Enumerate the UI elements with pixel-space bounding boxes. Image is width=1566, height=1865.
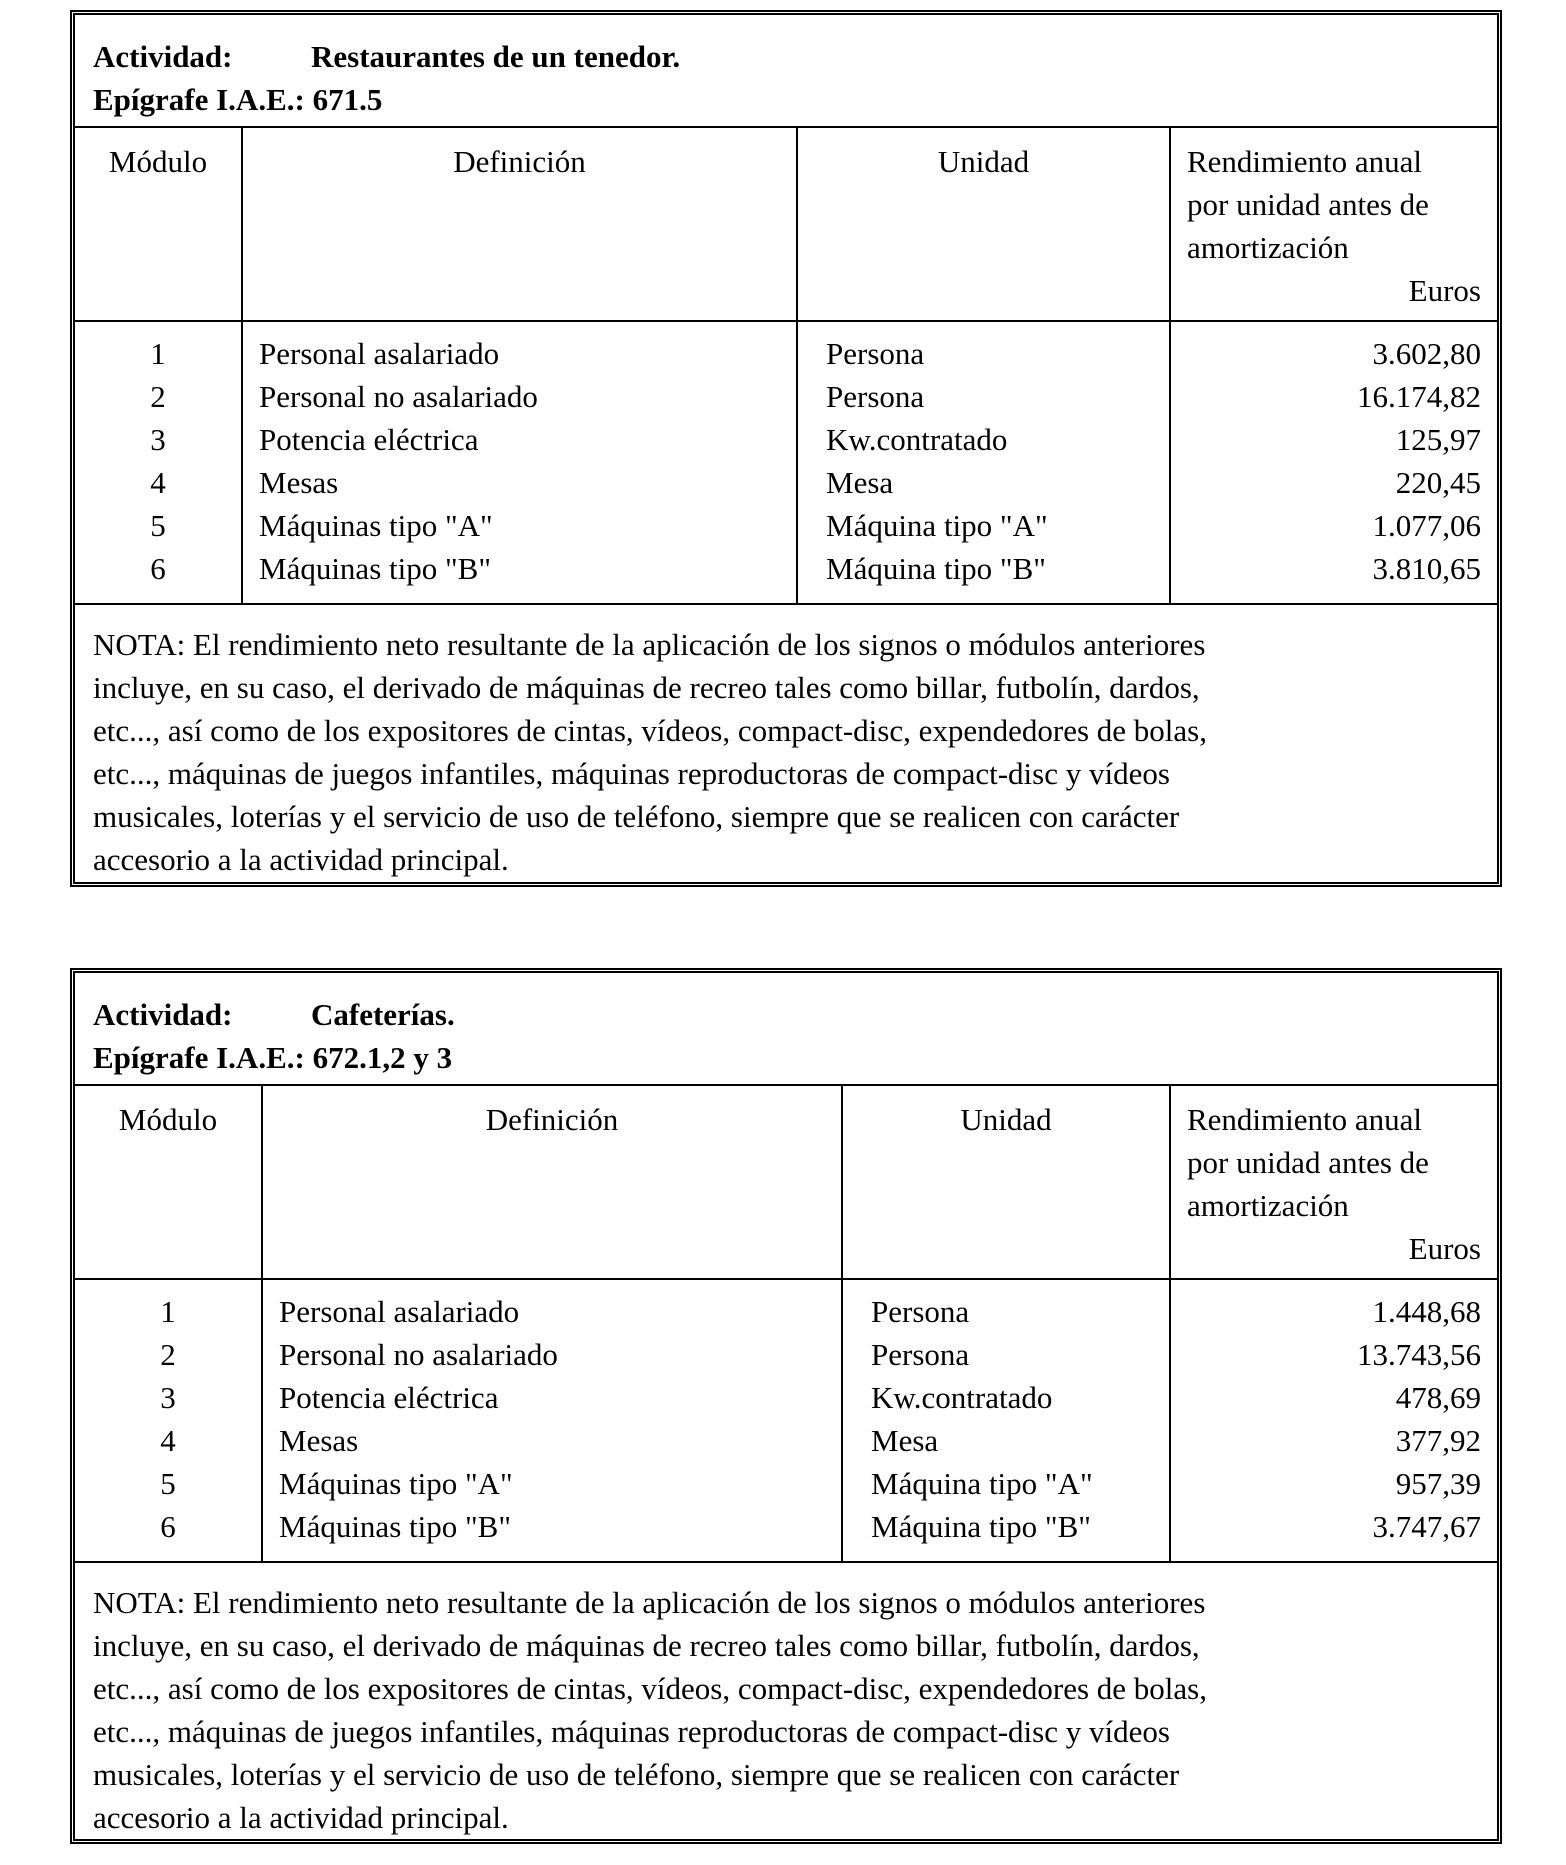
table-row bbox=[75, 375, 1497, 418]
note-line: accesorio a la actividad principal. bbox=[93, 842, 509, 877]
table-body bbox=[75, 1280, 1497, 1561]
cell-definition: Máquinas tipo "A" bbox=[279, 1466, 513, 1501]
cell-module: 2 bbox=[150, 379, 166, 414]
table-row bbox=[75, 1419, 1497, 1462]
cell-module: 2 bbox=[160, 1337, 176, 1372]
cell-definition: Personal asalariado bbox=[279, 1294, 520, 1329]
table-row bbox=[75, 1505, 1497, 1548]
activity-table-restaurantes bbox=[70, 10, 1502, 887]
epigraph: Epígrafe I.A.E.: 671.5 bbox=[93, 82, 383, 117]
note-line: incluye, en su caso, el derivado de máquinas de recreo tales como billar, futbolín, dardos, bbox=[93, 670, 1200, 705]
header-performance-line: por unidad antes de bbox=[1187, 1145, 1429, 1180]
note-line: etc..., máquinas de juegos infantiles, máquinas reproductoras de compact-disc y vídeos bbox=[93, 1714, 1170, 1749]
note-paragraph bbox=[75, 1561, 1497, 1839]
cell-unit: Máquina tipo "A" bbox=[826, 508, 1048, 543]
cell-value: 957,39 bbox=[1395, 1466, 1481, 1501]
cell-definition: Personal no asalariado bbox=[259, 379, 538, 414]
cell-unit: Persona bbox=[871, 1294, 970, 1329]
cell-value: 478,69 bbox=[1395, 1380, 1481, 1415]
cell-unit: Persona bbox=[871, 1337, 970, 1372]
cell-definition: Potencia eléctrica bbox=[259, 422, 479, 457]
cell-value: 1.077,06 bbox=[1372, 508, 1481, 543]
note-line: etc..., así como de los expositores de cintas, vídeos, compact-disc, expendedores de bolas, bbox=[93, 713, 1207, 748]
cell-definition: Máquinas tipo "B" bbox=[259, 551, 491, 586]
table-row bbox=[75, 1290, 1497, 1333]
header-row bbox=[75, 1086, 1497, 1280]
note-line: etc..., así como de los expositores de cintas, vídeos, compact-disc, expendedores de bolas, bbox=[93, 1671, 1207, 1706]
header-unit: Unidad bbox=[960, 1102, 1052, 1137]
header-performance-line: Rendimiento anual bbox=[1187, 1102, 1423, 1137]
activity-name: Restaurantes de un tenedor. bbox=[311, 39, 681, 74]
header-unit: Unidad bbox=[937, 144, 1030, 179]
modules-grid bbox=[75, 1086, 1497, 1561]
cell-module: 3 bbox=[150, 422, 166, 457]
header-definition: Definición bbox=[485, 1102, 619, 1137]
cell-unit: Persona bbox=[826, 379, 925, 414]
cell-module: 6 bbox=[160, 1509, 176, 1544]
cell-definition: Personal no asalariado bbox=[279, 1337, 558, 1372]
header-module: Módulo bbox=[108, 144, 208, 179]
header-performance-line: por unidad antes de bbox=[1187, 187, 1429, 222]
cell-module: 4 bbox=[160, 1423, 176, 1458]
cell-definition: Mesas bbox=[279, 1423, 359, 1458]
modules-grid bbox=[75, 128, 1497, 603]
header-performance-line: amortización bbox=[1187, 1188, 1349, 1223]
cell-definition: Mesas bbox=[259, 465, 339, 500]
table-row bbox=[75, 1376, 1497, 1419]
cell-value: 377,92 bbox=[1395, 1423, 1481, 1458]
cell-value: 3.810,65 bbox=[1372, 551, 1481, 586]
note-paragraph bbox=[75, 603, 1497, 882]
cell-value: 3.747,67 bbox=[1372, 1509, 1481, 1544]
cell-module: 1 bbox=[160, 1294, 176, 1329]
header-module: Módulo bbox=[118, 1102, 218, 1137]
cell-definition: Potencia eléctrica bbox=[279, 1380, 499, 1415]
note-line: NOTA: El rendimiento neto resultante de la aplicación de los signos o módulos anteriores bbox=[93, 1585, 1206, 1620]
activity-header bbox=[75, 973, 1497, 1086]
table-row bbox=[75, 547, 1497, 590]
note-line: musicales, loterías y el servicio de uso de teléfono, siempre que se realicen con carácter bbox=[93, 1757, 1180, 1792]
cell-value: 13.743,56 bbox=[1357, 1337, 1481, 1372]
cell-value: 125,97 bbox=[1395, 422, 1481, 457]
cell-value: 3.602,80 bbox=[1372, 336, 1481, 371]
table-row bbox=[75, 418, 1497, 461]
activity-header bbox=[75, 15, 1497, 128]
cell-unit: Mesa bbox=[826, 465, 894, 500]
cell-definition: Personal asalariado bbox=[259, 336, 500, 371]
cell-value: 1.448,68 bbox=[1372, 1294, 1481, 1329]
cell-module: 5 bbox=[160, 1466, 176, 1501]
epigraph: Epígrafe I.A.E.: 672.1,2 y 3 bbox=[93, 1040, 453, 1075]
cell-value: 16.174,82 bbox=[1357, 379, 1481, 414]
cell-definition: Máquinas tipo "B" bbox=[279, 1509, 511, 1544]
cell-module: 6 bbox=[150, 551, 166, 586]
activity-label: Actividad: bbox=[93, 997, 233, 1032]
activity-label: Actividad: bbox=[93, 39, 233, 74]
header-performance-line: amortización bbox=[1187, 230, 1349, 265]
cell-module: 1 bbox=[150, 336, 166, 371]
cell-module: 3 bbox=[160, 1380, 176, 1415]
header-row bbox=[75, 128, 1497, 322]
note-line: accesorio a la actividad principal. bbox=[93, 1800, 509, 1835]
note-line: incluye, en su caso, el derivado de máquinas de recreo tales como billar, futbolín, dardos, bbox=[93, 1628, 1200, 1663]
header-definition: Definición bbox=[453, 144, 586, 179]
cell-value: 220,45 bbox=[1395, 465, 1481, 500]
table-row bbox=[75, 332, 1497, 375]
activity-table-cafeterias bbox=[70, 968, 1502, 1844]
header-performance-line: Rendimiento anual bbox=[1187, 144, 1423, 179]
activity-name: Cafeterías. bbox=[311, 997, 455, 1032]
table-row bbox=[75, 461, 1497, 504]
note-line: musicales, loterías y el servicio de uso de teléfono, siempre que se realicen con carácter bbox=[93, 799, 1180, 834]
note-line: NOTA: El rendimiento neto resultante de la aplicación de los signos o módulos anteriores bbox=[93, 627, 1206, 662]
cell-unit: Kw.contratado bbox=[871, 1380, 1053, 1415]
note-line: etc..., máquinas de juegos infantiles, máquinas reproductoras de compact-disc y vídeos bbox=[93, 756, 1170, 791]
cell-unit: Kw.contratado bbox=[826, 422, 1008, 457]
activity-line bbox=[93, 993, 1497, 1036]
table-row bbox=[75, 504, 1497, 547]
cell-unit: Máquina tipo "A" bbox=[871, 1466, 1093, 1501]
header-performance bbox=[1187, 1098, 1481, 1270]
header-currency: Euros bbox=[1408, 1231, 1481, 1266]
cell-definition: Máquinas tipo "A" bbox=[259, 508, 493, 543]
cell-module: 4 bbox=[150, 465, 166, 500]
cell-unit: Máquina tipo "B" bbox=[871, 1509, 1091, 1544]
header-currency: Euros bbox=[1408, 273, 1481, 308]
table-row bbox=[75, 1462, 1497, 1505]
table-row bbox=[75, 1333, 1497, 1376]
header-performance bbox=[1187, 140, 1481, 312]
activity-line bbox=[93, 35, 1497, 78]
table-body bbox=[75, 322, 1497, 603]
cell-unit: Persona bbox=[826, 336, 925, 371]
cell-unit: Mesa bbox=[871, 1423, 939, 1458]
cell-unit: Máquina tipo "B" bbox=[826, 551, 1046, 586]
cell-module: 5 bbox=[150, 508, 166, 543]
